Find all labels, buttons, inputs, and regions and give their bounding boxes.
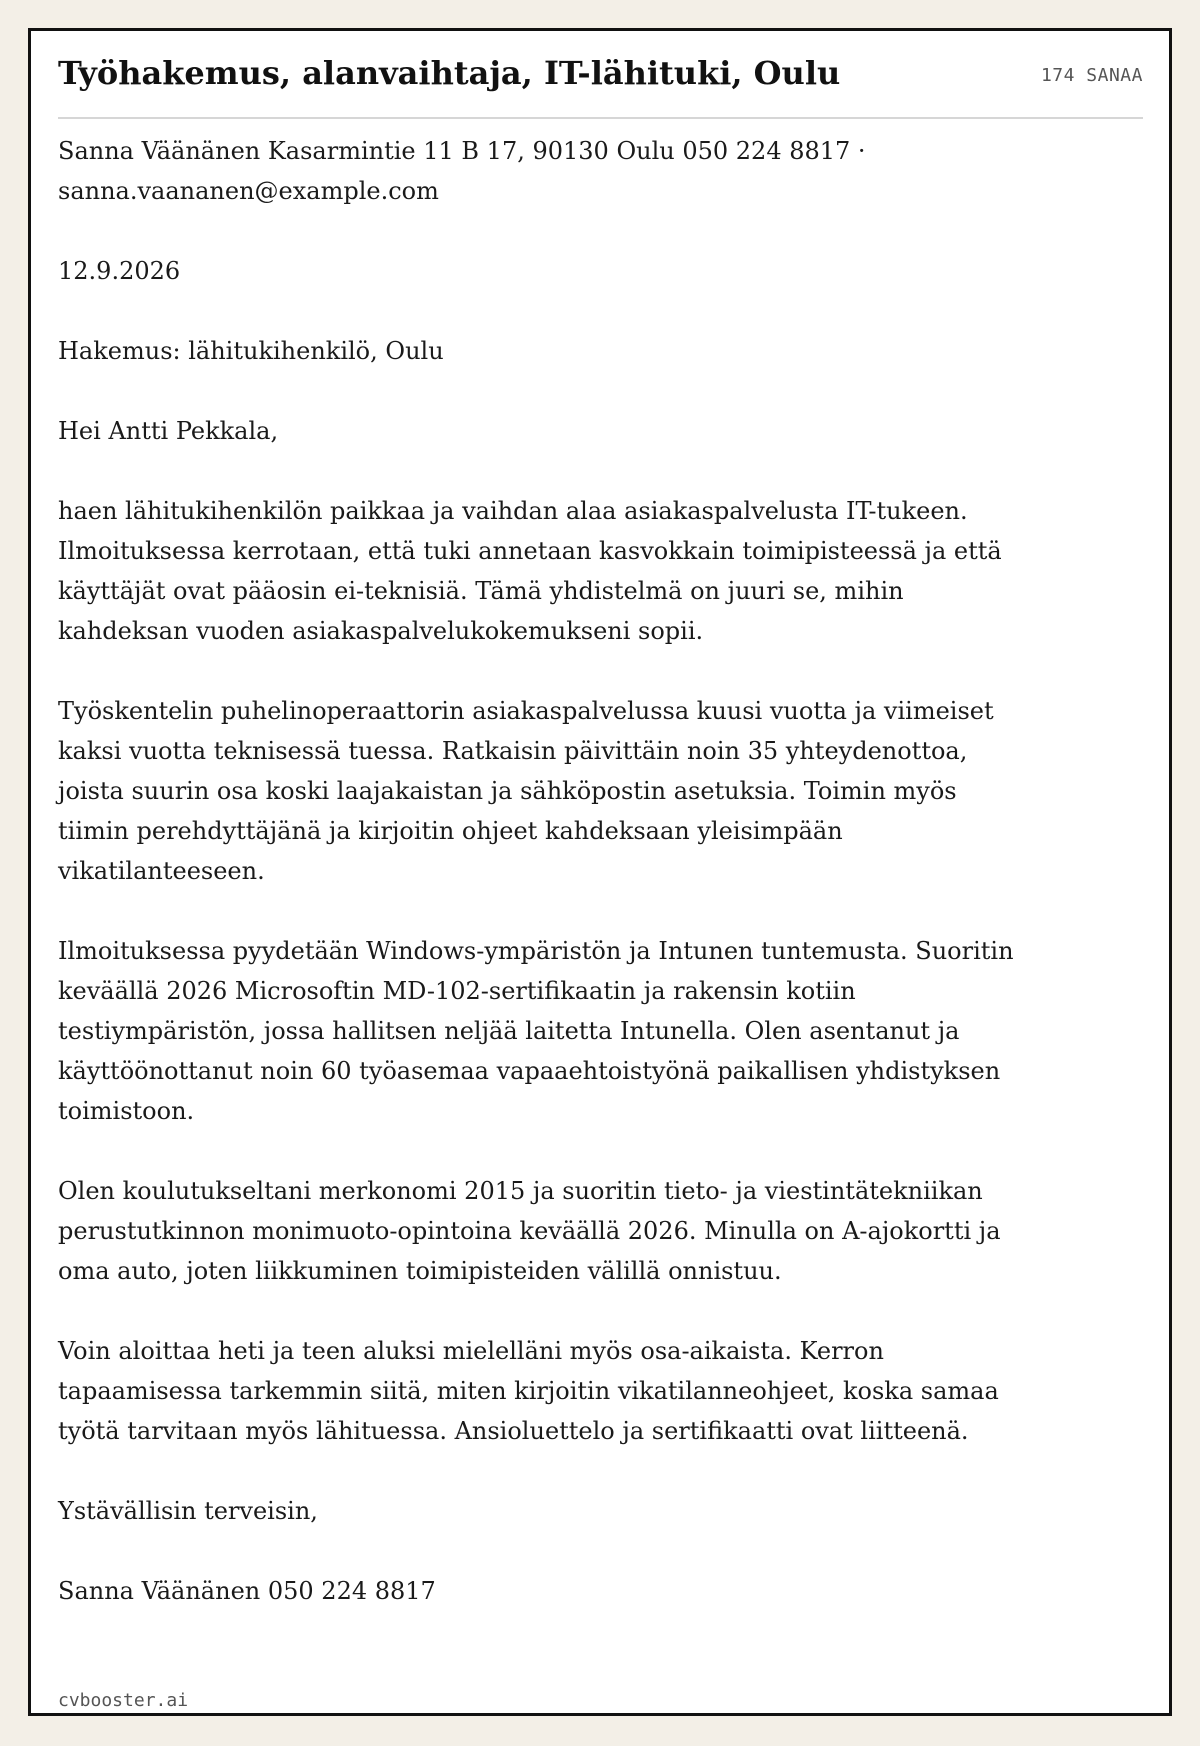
document-header: [58, 31, 1143, 119]
document-title: Työhakemus, alanvaihtaja, IT-lähituki, Oulu: [58, 54, 841, 92]
letter-body: [58, 119, 1018, 1611]
letter-closing: Ystävällisin terveisin,: [58, 1497, 318, 1525]
letter-signature: Sanna Väänänen 050 224 8817: [58, 1577, 436, 1605]
letter-paragraph: haen lähitukihenkilön paikkaa ja vaihdan alaa asiakaspalvelusta IT-tukeen. Ilmoituksessa kerrotaan, että tuki annetaan kasvokkain toimipisteessä ja että käyttäjät ovat pääosin ei-teknisiä. Tämä yhdistelmä on juuri se, mihin kahdeksan vuoden asiakaspalvelukokemukseni sopii.: [58, 497, 1002, 645]
brand-footer: cvbooster.ai: [58, 1690, 189, 1711]
word-count-label: 174 SANAA: [1040, 65, 1143, 86]
sender-contact-line: Sanna Väänänen Kasarmintie 11 B 17, 90130 Oulu 050 224 8817 · sanna.vaananen@example.com: [58, 137, 866, 205]
letter-paragraph: Työskentelin puhelinoperaattorin asiakaspalvelussa kuusi vuotta ja viimeiset kaksi vuotta teknisessä tuessa. Ratkaisin päivittäin noin 35 yhteydenottoa, joista suurin osa koski laajakaistan ja sähköpostin asetuksia. Toimin myös tiimin perehdyttäjänä ja kirjoitin ohjeet kahdeksaan yleisimpään vikatilanteeseen.: [58, 697, 994, 885]
letter-subject: Hakemus: lähitukihenkilö, Oulu: [58, 337, 444, 365]
document-card: [28, 28, 1172, 1716]
letter-greeting: Hei Antti Pekkala,: [58, 417, 279, 445]
letter-paragraph: Ilmoituksessa pyydetään Windows-ympäristön ja Intunen tuntemusta. Suoritin keväällä 2026 Microsoftin MD-102-sertifikaatin ja rakensin kotiin testiympäristön, jossa hallitsen neljää laitetta Intunella. Olen asentanut ja käyttöönottanut noin 60 työasemaa vapaaehtoistyönä paikallisen yhdistyksen toimistoon.: [58, 937, 1014, 1125]
letter-paragraph: Olen koulutukseltani merkonomi 2015 ja suoritin tieto- ja viestintätekniikan perustutkinnon monimuoto-opintoina keväällä 2026. Minulla on A-ajokortti ja oma auto, joten liikkuminen toimipisteiden välillä onnistuu.: [58, 1177, 1001, 1285]
letter-paragraph: Voin aloittaa heti ja teen aluksi mielelläni myös osa-aikaista. Kerron tapaamisessa tarkemmin siitä, miten kirjoitin vikatilanneohjeet, koska samaa työtä tarvitaan myös lähituessa. Ansioluettelo ja sertifikaatti ovat liitteenä.: [58, 1337, 999, 1445]
letter-date: 12.9.2026: [58, 257, 181, 285]
